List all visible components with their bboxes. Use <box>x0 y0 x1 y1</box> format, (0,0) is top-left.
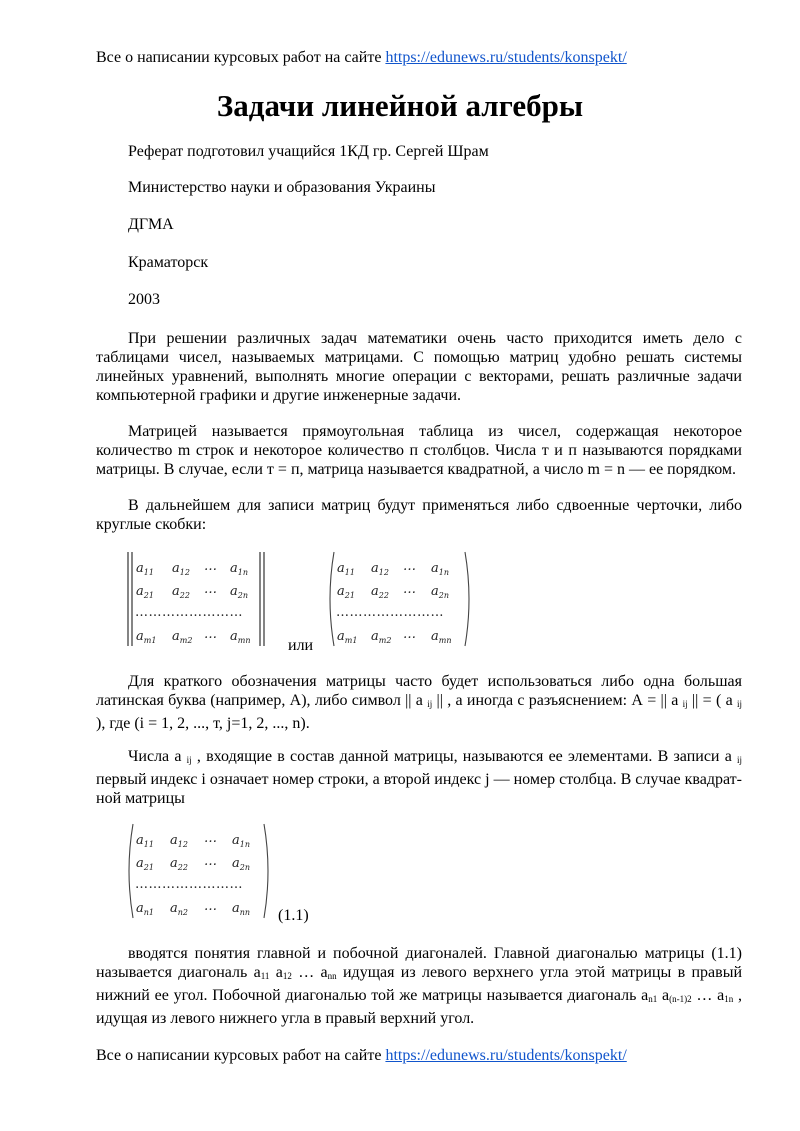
m3-r2-c3-index: 2n <box>239 863 251 872</box>
m2-r2-c2-index: 22 <box>378 591 389 600</box>
svg-text:a21: $a_{21}$ <box>136 584 154 600</box>
equation-number: (1.1) <box>278 907 309 924</box>
matrix2-row3 <box>337 627 452 645</box>
m2-r3-c3-index: mn <box>438 636 452 645</box>
m2-r1-c1-index: 11 <box>344 568 355 577</box>
svg-text:……………………: …………………… <box>135 877 243 892</box>
svg-text:…: … <box>204 582 217 597</box>
p4-sub-1: ij <box>427 699 433 709</box>
m1-r2-c1-index: 21 <box>143 591 154 600</box>
matrix2-row1 <box>337 559 449 577</box>
svg-text:…: … <box>403 627 416 642</box>
svg-text:…: … <box>204 899 217 914</box>
svg-text:amn: $a_{mn}$ <box>230 629 251 645</box>
p6-text-b: a <box>269 964 283 981</box>
svg-text:a1n: $a_{1n}$ <box>431 561 450 577</box>
matrix1-row3 <box>136 627 251 645</box>
svg-text:a22: $a_{22}$ <box>172 584 190 600</box>
paragraph-short-notation <box>96 672 742 733</box>
svg-text:a1n: $a_{1n}$ <box>232 833 251 849</box>
p4-text-a: Для краткого обозначения матрицы часто будет использоваться либо одна большая латинская буква (например, А), либо символ || a <box>96 673 742 709</box>
m1-r1-c3-index: 1n <box>237 568 249 577</box>
author-line: Реферат подготовил учащийся 1КД гр. Сергей Шрам <box>128 143 489 160</box>
svg-text:a12: $a_{12}$ <box>371 561 389 577</box>
p6-text-a: вводятся понятия главной и побочной диагоналей. Главной диагональю матрицы (1.1) называется диагональ a <box>96 945 742 981</box>
svg-text:a11: $a_{11}$ <box>136 561 154 577</box>
year-line: 2003 <box>128 291 160 308</box>
paragraph-elements <box>96 747 742 808</box>
svg-text:an1: $a_{n1}$ <box>136 901 155 917</box>
paragraph-definition: Матрицей называется прямоугольная таблица из чисел, содержащая некоторое количество m строк и некоторое количество п столбцов. Числа т и п называются порядками матрицы. В случае, если т = п, матрица называется квадратной, а число m = n — ее порядком. <box>96 423 742 478</box>
p6-text-e: a <box>657 987 670 1004</box>
m3-r3-c3-index: nn <box>239 908 251 917</box>
p4-sub-2: ij <box>682 699 688 709</box>
svg-text:…: … <box>204 854 217 869</box>
matrix2-row2 <box>337 582 449 600</box>
m3-r1-c1-index: 11 <box>143 840 154 849</box>
p6-sub-5: (n-1)2 <box>669 994 692 1004</box>
m3-r1-c3-index: 1n <box>239 840 251 849</box>
m2-r1-c2-index: 12 <box>378 568 389 577</box>
svg-text:a2n: $a_{2n}$ <box>431 584 450 600</box>
svg-text:…: … <box>204 559 217 574</box>
m3-r2-c2-index: 22 <box>177 863 188 872</box>
svg-text:……………………: …………………… <box>135 605 243 620</box>
header-text: Все о написании курсовых работ на сайте <box>96 49 386 66</box>
m2-r3-c2-index: m2 <box>378 636 392 645</box>
header-line <box>96 48 627 68</box>
svg-text:am1: $a_{m1}$ <box>337 629 358 645</box>
svg-text:a11: $a_{11}$ <box>337 561 355 577</box>
matrix3-row3 <box>136 899 250 917</box>
paragraph-notation: В дальнейшем для записи матриц будут применяться либо сдвоенные черточки, либо круглые скобки: <box>96 497 742 533</box>
p6-sub-6: 1n <box>724 994 734 1004</box>
m3-r2-c1-index: 21 <box>143 863 154 872</box>
svg-text:…: … <box>403 582 416 597</box>
svg-text:a21: $a_{21}$ <box>136 856 154 872</box>
p6-text-c: … a <box>291 964 328 981</box>
m1-r1-c2-index: 12 <box>179 568 190 577</box>
svg-text:a21: $a_{21}$ <box>337 584 355 600</box>
svg-text:…: … <box>204 627 217 642</box>
matrix1-row2 <box>136 582 248 600</box>
or-label: или <box>288 637 314 654</box>
page-title: Задачи линейной алгебры <box>216 88 584 123</box>
matrix3-row2 <box>136 854 250 872</box>
p6-text-g: , идущая из левого нижнего угла в правый верхний угол. <box>96 987 743 1027</box>
footer-link[interactable]: https://edunews.ru/students/konspekt/ <box>385 1047 627 1064</box>
svg-text:a12: $a_{12}$ <box>172 561 190 577</box>
m1-r1-c1-index: 11 <box>143 568 154 577</box>
m1-r3-c2-index: m2 <box>179 636 193 645</box>
matrix-double-bars <box>126 550 271 648</box>
m2-r1-c3-index: 1n <box>438 568 450 577</box>
city-line: Краматорск <box>128 254 209 271</box>
matrix3-row1 <box>136 831 250 849</box>
p6-text-d: идущая из левого верхнего угла этой матрицы в правый нижний ее угол. Побочной диагональю той же матрицы называется диагональ a <box>96 964 743 1004</box>
svg-text:a12: $a_{12}$ <box>170 833 188 849</box>
p6-sub-4: n1 <box>648 994 658 1004</box>
svg-text:a11: $a_{11}$ <box>136 833 154 849</box>
p5-sub-2: ij <box>737 755 743 765</box>
m1-r3-c3-index: mn <box>237 636 251 645</box>
ministry-line: Министерство науки и образования Украины <box>128 179 436 196</box>
m1-r2-c2-index: 22 <box>179 591 190 600</box>
svg-text:am1: $a_{m1}$ <box>136 629 157 645</box>
p6-sub-1: 11 <box>260 971 270 981</box>
p4-text-d: ), где (i = 1, 2, ..., т, j=1, 2, ..., n). <box>96 715 310 732</box>
svg-text:a2n: $a_{2n}$ <box>232 856 251 872</box>
svg-text:ann: $a_{nn}$ <box>232 901 251 917</box>
matrix-parentheses <box>325 550 475 648</box>
svg-text:……………………: …………………… <box>336 605 444 620</box>
svg-text:…: … <box>403 559 416 574</box>
svg-text:a22: $a_{22}$ <box>170 856 188 872</box>
p5-text-b: , входящие в состав данной матрицы, называются ее элементами. В записи a <box>191 748 737 765</box>
svg-text:am2: $a_{m2}$ <box>371 629 392 645</box>
svg-text:am2: $a_{m2}$ <box>172 629 193 645</box>
p4-text-c: || = ( a <box>687 692 738 709</box>
svg-text:an2: $a_{n2}$ <box>170 901 189 917</box>
p5-text-a: Числа a <box>128 748 187 765</box>
m2-r2-c3-index: 2n <box>438 591 450 600</box>
footer-line <box>96 1046 627 1066</box>
footer-text: Все о написании курсовых работ на сайте <box>96 1047 386 1064</box>
svg-text:amn: $a_{mn}$ <box>431 629 452 645</box>
m3-r3-c2-index: n2 <box>177 908 189 917</box>
p5-text-c: первый индекс і означает номер строки, а второй индекс j — номер столбца. В случае квадрат-ной матрицы <box>96 771 742 807</box>
svg-text:a2n: $a_{2n}$ <box>230 584 249 600</box>
matrix1-row1 <box>136 559 248 577</box>
paragraph-intro: При решении различных задач математики очень часто приходится иметь дело с таблицами чисел, называемых матрицами. С помощью матриц удобно решать системы линейных уравнений, выполнять многие операции с векторами, решать различные задачи компьютерной графики и другие инженерные задачи. <box>96 330 742 404</box>
paragraph-diagonals <box>96 944 742 1028</box>
p6-text-f: … a <box>691 987 725 1004</box>
svg-text:…: … <box>204 831 217 846</box>
p6-sub-3: nn <box>327 971 337 981</box>
matrix-square <box>124 822 274 920</box>
m1-r3-c1-index: m1 <box>143 636 157 645</box>
m1-r2-c3-index: 2n <box>237 591 249 600</box>
svg-text:a1n: $a_{1n}$ <box>230 561 249 577</box>
p6-sub-2: 12 <box>282 971 292 981</box>
m2-r2-c1-index: 21 <box>344 591 355 600</box>
m3-r3-c1-index: n1 <box>143 908 155 917</box>
header-link[interactable]: https://edunews.ru/students/konspekt/ <box>385 49 627 66</box>
p5-sub-1: ij <box>186 755 192 765</box>
p4-text-b: || , а иногда с разъяснением: А = || a <box>432 692 683 709</box>
svg-text:a22: $a_{22}$ <box>371 584 389 600</box>
m2-r3-c1-index: m1 <box>344 636 358 645</box>
p4-sub-3: ij <box>737 699 743 709</box>
m3-r1-c2-index: 12 <box>177 840 188 849</box>
institution-line: ДГМА <box>128 216 174 233</box>
